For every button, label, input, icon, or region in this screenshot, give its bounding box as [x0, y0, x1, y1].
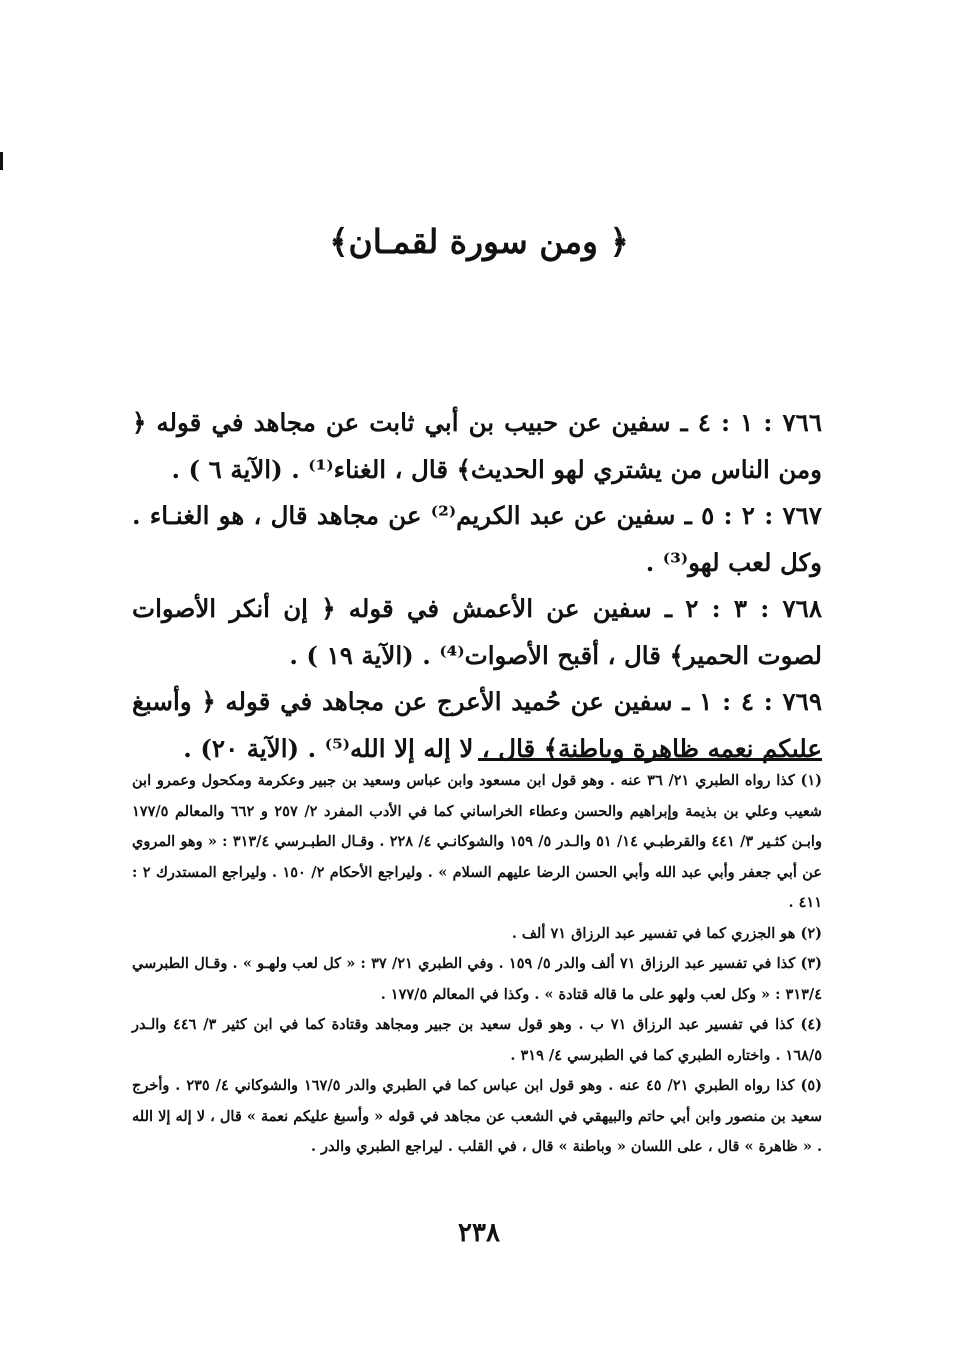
footnote-divider: [478, 758, 822, 761]
page-number: ٢٣٨: [458, 1218, 500, 1248]
footnote-3: (٣) كذا في تفسير عبد الرزاق ٧١ ألف والدر ٥/ ١٥٩ . وفي الطبري ٢١/ ٣٧ : « كل لعب ولهـو » . وقـال الطبرسي ٣١٣/٤ : « وكل لعب ولهو على ما قاله قتادة » . وكذا في المعالم ١٧٧/٥ .: [132, 955, 822, 1003]
footnote-4: (٤) كذا في تفسير عبد الرزاق ٧١ ب . وهو قول سعيد بن جبير ومجاهد وقتادة كما في ابن كثير ٣/ ٤٤٦ والـدر ١٦٨/٥ . واختاره الطبري كما في الطبرسي ٤/ ٣١٩ .: [132, 1016, 822, 1064]
main-text: [132, 400, 822, 772]
margin-mark: [0, 152, 3, 170]
entry-767: ٧٦٧ : ٢ : ٥ ـ سفين عن عبد الكريم⁽²⁾ عن مجاهد قال ، هو الغنـاء . وكل لعب لهو⁽³⁾ .: [132, 501, 822, 577]
entry-769: ٧٦٩ : ٤ : ١ ـ سفين عن حُميد الأعرج عن مجاهد في قوله ﴿ وأسبغ عليكم نعمه ظاهرة وباطنة﴾ قال ، لا إله إلا الله⁽⁵⁾ . (الآية ٢٠) .: [132, 687, 822, 763]
surah-heading: ﴿ ومن سورة لقمـان﴾: [329, 222, 629, 261]
entry-766: ٧٦٦ : ١ : ٤ ـ سفين عن حبيب بن أبي ثابت عن مجاهد في قوله ﴿ ومن الناس من يشتري لهو الحديث﴾ قال ، الغناء⁽¹⁾ . (الآية ٦ ) .: [132, 408, 822, 484]
entry-768: ٧٦٨ : ٣ : ٢ ـ سفين عن الأعمش في قوله ﴿ إن أنكر الأصوات لصوت الحمير﴾ قال ، أقبح الأصوات⁽⁴⁾ . (الآية ١٩ ) .: [132, 594, 822, 670]
footnote-5: (٥) كذا رواه الطبري ٢١/ ٤٥ عنه . وهو قول ابن عباس كما في الطبري والدر ١٦٧/٥ والشوكاني ٤/ ٢٣٥ . وأخرج سعيد بن منصور وابن أبي حاتم والبيهقي في الشعب عن مجاهد في قوله « وأسبغ عليكم نعمة » قال ، لا إله إلا الله . « ظاهرة » قال ، على اللسان « وباطنة » قال ، في القلب . ليراجع الطبري والدر .: [132, 1077, 822, 1155]
footnotes: [132, 766, 822, 1163]
footnote-1: (١) كذا رواه الطبري ٢١/ ٣٦ عنه . وهو قول ابن مسعود وابن عباس وسعيد بن جبير وعكرمة ومكحول وعمرو ابن شعيب وعلي بن بذيمة وإبراهيم والحسن وعطاء الخراساني كما في الأدب المفرد ٢/ ٢٥٧ و ٦٦٢ والمعالم ١٧٧/٥ وابـن كثـير ٣/ ٤٤١ والقرطبـي ١٤/ ٥١ والـدر ٥/ ١٥٩ والشوكانـي ٤/ ٢٢٨ . وقـال الطبـرسي ٣١٣/٤ : « وهو المروي عن أبي جعفر وأبي عبد الله وأبي الحسن الرضا عليهم السلام » . وليراجع الأحكام ٢/ ١٥٠ . وليراجع المستدرك ٢ : ٤١١ .: [132, 772, 823, 911]
footnote-2: (٢) هو الجزري كما في تفسير عبد الرزاق ٧١ ألف .: [511, 924, 822, 942]
